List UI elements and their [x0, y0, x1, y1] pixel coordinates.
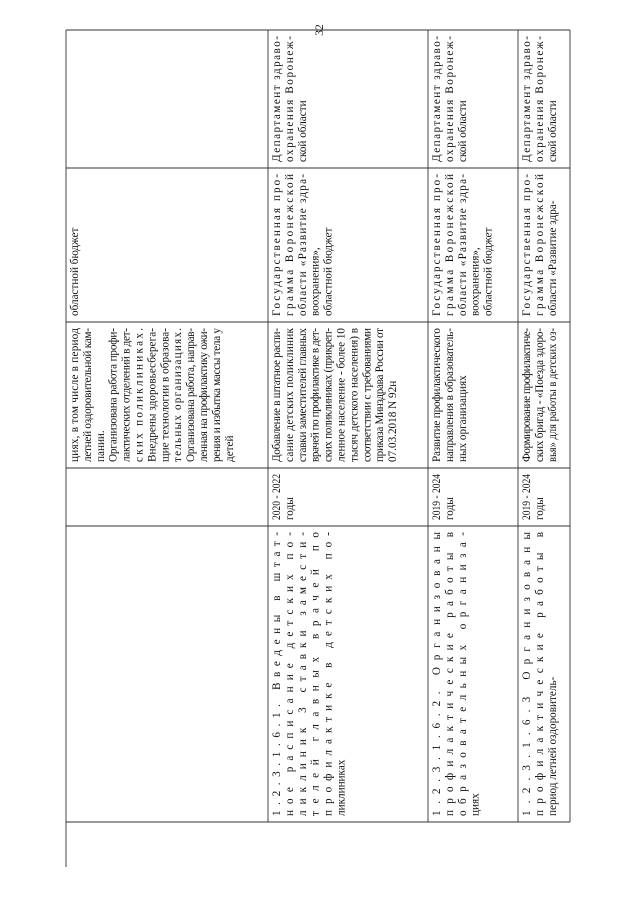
content-cell-line: летней оздоровительной кам-	[81, 328, 94, 462]
item-cell-line: период летней оздоровитель-	[546, 676, 559, 816]
source-cell-line: Государственная про-	[521, 174, 533, 316]
executor-cell-line: охранения Воронеж-	[283, 36, 296, 162]
content-cell-line: тысяч детского населения) в	[348, 328, 361, 462]
source-cell-line: воохранения»,	[309, 247, 322, 316]
content-cell-line: ских поликлиниках (прикреп-	[322, 328, 335, 462]
content-cell-line: сание детских поликлиник	[283, 328, 296, 462]
content-cell-line: рения и избытка массы тела у	[210, 328, 223, 462]
content-cell-line: ских поликлиниках.	[133, 328, 146, 462]
content-cell-line: 07.03.2018 N 92н	[387, 380, 400, 462]
source-cell-line: области «Развитие здра-	[296, 174, 309, 316]
content-cell-line: Организована работа, направ-	[185, 328, 198, 462]
content-cell-line: ских бригад - «Поезда здоро-	[533, 328, 546, 462]
content-cell-line: ных организациях	[456, 375, 469, 462]
item-cell-line: профилактике в детских по-	[322, 532, 335, 816]
executor-cell-line: охранения Воронеж-	[443, 36, 456, 162]
executor-cell-line: ской области	[546, 100, 559, 162]
executor-cell-line: охранения Воронеж-	[533, 36, 546, 162]
content-cell-line: Формирование профилактиче-	[521, 328, 533, 462]
executor-cell-line: Департамент здраво-	[271, 36, 283, 162]
content-cell-line: Организована работа профи-	[107, 328, 120, 462]
content-cell-line: Добавление в штатное распи-	[271, 328, 283, 462]
source-cell-line: грамма Воронежской	[533, 174, 546, 316]
item-cell-line: 1.2.3.1.6.2. Организованы	[431, 532, 443, 816]
content-cell-line: Развитие профилактического	[431, 328, 443, 462]
content-cell-line: врачей по профилактике в дет-	[309, 328, 322, 462]
source-cell-line: Государственная про-	[431, 174, 443, 316]
source-cell-line: воохранения»,	[469, 247, 482, 316]
content-cell-line: циях, в том числе в период	[69, 328, 81, 462]
executor-cell-line: ской области	[296, 100, 309, 162]
item-cell-line: ликлиник 3 ставки замести-	[296, 532, 309, 816]
content-cell-line: тельных организациях.	[172, 328, 185, 462]
executor-cell-line: Департамент здраво-	[431, 36, 443, 162]
source-cell-line: грамма Воронежской	[283, 174, 296, 316]
content-cell-line: приказа Минздрава России от	[374, 328, 387, 462]
period-cell-line: годы	[283, 497, 296, 520]
item-cell-line: 1.2.3.1.6.3 Организованы	[521, 532, 533, 816]
source-cell-line: областной бюджет	[322, 227, 335, 316]
period-cell-line: годы	[443, 497, 456, 520]
period-cell-line: 2020 - 2022	[271, 465, 283, 520]
source-cell-line: Государственная про-	[271, 174, 283, 316]
content-cell-line: ставки заместителей главных	[296, 328, 309, 462]
period-cell-line: 2019 - 2024	[521, 465, 533, 520]
source-cell-line: областной бюджет	[69, 227, 81, 316]
executor-cell-line: ской области	[456, 100, 469, 162]
content-cell-line: направления в образователь-	[443, 328, 456, 462]
content-cell-line: детей	[223, 435, 236, 462]
source-cell-line: области «Развитие здра-	[456, 174, 469, 316]
content-cell-line: вья» для работы в детских оз-	[546, 319, 559, 462]
content-cell-line: пании.	[94, 430, 107, 462]
source-cell-line: грамма Воронежской	[443, 174, 456, 316]
item-cell-line: телей главных врачей по	[309, 532, 322, 816]
item-cell-line: профилактические работы в	[533, 532, 546, 816]
content-cell-line: щие технологии в образова-	[159, 328, 172, 462]
content-cell-line: Внедрены здоровьесберега-	[146, 328, 159, 462]
item-cell-line: циях	[469, 793, 482, 816]
period-cell-line: годы	[533, 497, 546, 520]
period-cell-line: 2019 - 2024	[431, 465, 443, 520]
table-cells	[69, 36, 559, 816]
item-cell-line: ное расписание детских по-	[283, 532, 296, 816]
source-cell-line: области «Развитие здра-	[546, 200, 559, 316]
content-cell-line: ленная на профилактику ожи-	[198, 328, 210, 462]
executor-cell-line: Департамент здраво-	[521, 36, 533, 162]
item-cell-line: 1.2.3.1.6.1. Введены в штат-	[271, 532, 283, 816]
content-cell-line: соответствии с требованиями	[361, 328, 374, 462]
item-cell-line: профилактические работы в	[443, 532, 456, 816]
content-cell-line: лактических отделений в дет-	[120, 328, 133, 462]
source-cell-line: областной бюджет	[482, 227, 495, 316]
item-cell-line: ликлиниках	[335, 759, 348, 816]
content-cell-line: ленное население - более 10	[335, 328, 348, 462]
page-number-text: 32	[314, 24, 326, 36]
item-cell-line: образовательных организа-	[456, 532, 469, 816]
